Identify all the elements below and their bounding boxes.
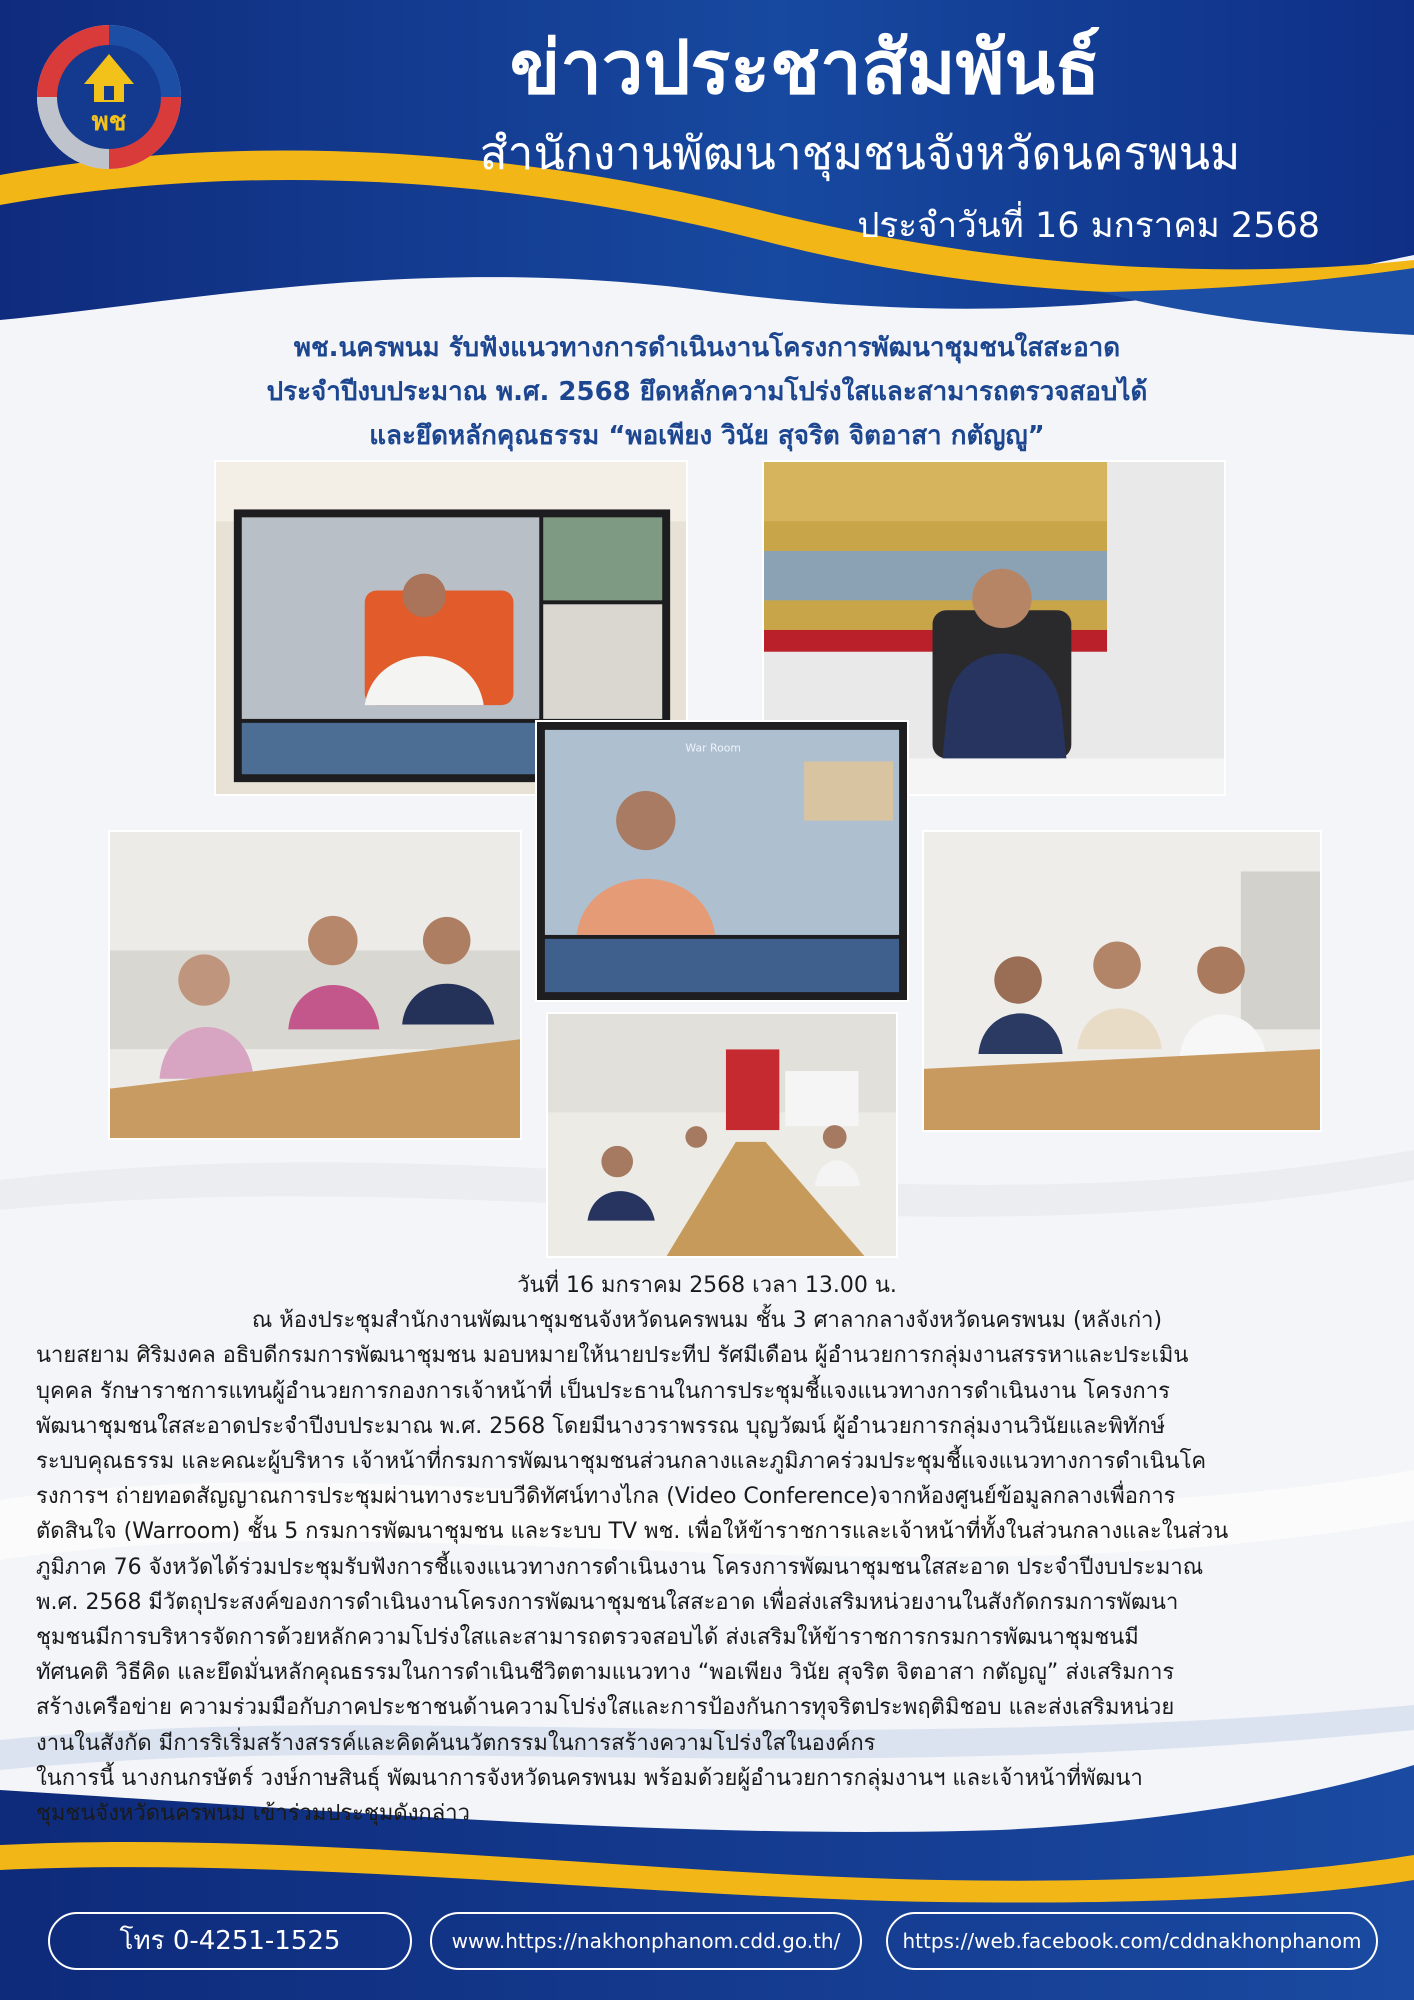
- cdd-logo: [34, 22, 184, 172]
- photo-officials-left: [108, 830, 522, 1140]
- body-line: ทัศนคติ วิธีคิด และยึดมั่นหลักคุณธรรมในการดำเนินชีวิตตามแนวทาง “พอเพียง วินัย สุจริต จิตอาสา กตัญญู” ส่งเสริมการ: [36, 1660, 1175, 1686]
- body-line: ชุมชนจังหวัดนครพนม เข้าร่วมประชุมดังกล่าว: [36, 1801, 470, 1827]
- body-venue-line: ณ ห้องประชุมสำนักงานพัฒนาชุมชนจังหวัดนครพนม ชั้น 3 ศาลากลางจังหวัดนครพนม (หลังเก่า): [251, 1308, 1163, 1334]
- body-date-line: วันที่ 16 มกราคม 2568 เวลา 13.00 น.: [517, 1273, 897, 1298]
- body-line: ตัดสินใจ (Warroom) ชั้น 5 กรมการพัฒนาชุมชน และระบบ TV พช. เพื่อให้ข้าราชการและเจ้าหน้าที่ทั้งในส่วนกลางและในส่วน: [36, 1519, 1229, 1545]
- body-line: ชุมชนมีการบริหารจัดการด้วยหลักความโปร่งใสและสามารถตรวจสอบได้ ส่งเสริมให้ข้าราชการกรมการพัฒนาชุมชนมี: [36, 1625, 1139, 1651]
- body-line: พัฒนาชุมชนใสสะอาดประจำปีงบประมาณ พ.ศ. 2568 โดยมีนางวราพรรณ บุญวัฒน์ ผู้อำนวยการกลุ่มงานวินัยและพิทักษ์: [36, 1413, 1166, 1439]
- header-office: สำนักงานพัฒนาชุมชนจังหวัดนครพนม: [479, 126, 1241, 180]
- body-line: บุคคล รักษาราชการแทนผู้อำนวยการกองการเจ้าหน้าที่ เป็นประธานในการประชุมชี้แจงแนวทางการดำเนินงาน โครงการ: [36, 1378, 1170, 1404]
- footer-website-link[interactable]: www.https://nakhonphanom.cdd.go.th/: [430, 1912, 862, 1970]
- body-line: พ.ศ. 2568 มีวัตถุประสงค์ของการดำเนินงานโครงการพัฒนาชุมชนใสสะอาด เพื่อส่งเสริมหน่วยงานในสังกัดกรมการพัฒนา: [36, 1589, 1179, 1615]
- body-line: ระบบคุณธรรม และคณะผู้บริหาร เจ้าหน้าที่กรมการพัฒนาชุมชนส่วนกลางและภูมิภาคร่วมประชุมชี้แจงแนวทางการดำเนินโค: [36, 1449, 1207, 1475]
- body-line: นายสยาม ศิริมงคล อธิบดีกรมการพัฒนาชุมชน มอบหมายให้นายประทีป รัศมีเดือน ผู้อำนวยการกลุ่มงานสรรหาและประเมิน: [36, 1343, 1189, 1369]
- war-room-sign: War Room: [685, 741, 742, 755]
- body-line: ในการนี้ นางกนกรษัตร์ วงษ์กาษสินธุ์ พัฒนาการจังหวัดนครพนม พร้อมด้วยผู้อำนวยการกลุ่มงานฯ และเจ้าหน้าที่พัฒนา: [36, 1765, 1143, 1791]
- photo-officials-right: [922, 830, 1322, 1132]
- body-line: ภูมิภาค 76 จังหวัดได้ร่วมประชุมรับฟังการชี้แจงแนวทางการดำเนินงาน โครงการพัฒนาชุมชนใสสะอาด ประจำปีงบประมาณ: [36, 1554, 1204, 1580]
- headline-line-2: ประจำปีงบประมาณ พ.ศ. 2568 ยึดหลักความโปร่งใสและสามารถตรวจสอบได้: [266, 377, 1148, 407]
- photo-war-room: [535, 720, 909, 1002]
- headline-line-3: และยึดหลักคุณธรรม “พอเพียง วินัย สุจริต จิตอาสา กตัญญู”: [369, 421, 1045, 451]
- header-title: ข่าวประชาสัมพันธ์: [509, 25, 1101, 111]
- footer-facebook-link[interactable]: https://web.facebook.com/cddnakhonphanom: [886, 1912, 1378, 1970]
- photo-meeting-room: [546, 1012, 898, 1258]
- footer-phone: โทร 0-4251-1525: [48, 1912, 412, 1970]
- headline-line-1: พช.นครพนม รับฟังแนวทางการดำเนินงานโครงการพัฒนาชุมชนใสสะอาด: [293, 333, 1121, 363]
- logo-text: พช: [91, 107, 127, 137]
- body-line: สร้างเครือข่าย ความร่วมมือกับภาคประชาชนด้านความโปร่งใสและการป้องกันการทุจริตประพฤติมิชอบ และส่งเสริมหน่วย: [36, 1695, 1175, 1721]
- news-headline: [140, 326, 1274, 458]
- news-body: [36, 1268, 1378, 1831]
- body-line: งานในสังกัด มีการริเริ่มสร้างสรรค์และคิดค้นนวัตกรรมในการสร้างความโปร่งใสในองค์กร: [36, 1730, 876, 1756]
- body-line: รงการฯ ถ่ายทอดสัญญาณการประชุมผ่านทางระบบวีดิทัศน์ทางไกล (Video Conference)จากห้องศูนย์ข้อมูลกลางเพื่อการ: [36, 1484, 1176, 1510]
- header-date: ประจำวันที่ 16 มกราคม 2568: [857, 206, 1320, 246]
